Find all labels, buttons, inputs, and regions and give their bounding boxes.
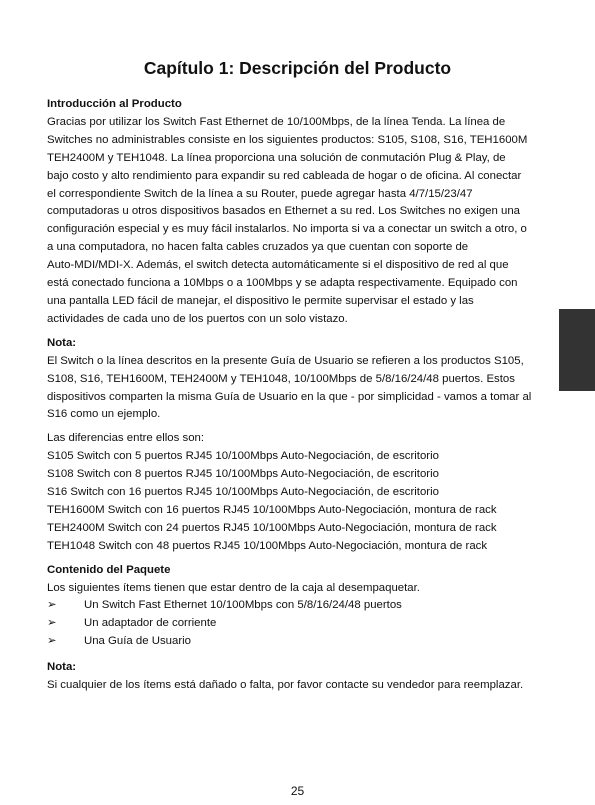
differences-intro: Las diferencias entre ellos son: [47,432,205,445]
arrow-bullet-icon: ➢ [47,635,57,648]
model-item: TEH1600M Switch con 16 puertos RJ45 10/100Mbps Auto-Negociación, montura de rack [47,503,497,516]
model-item: S105 Switch con 5 puertos RJ45 10/100Mbps Auto-Negociación, de escritorio [47,450,439,463]
intro-line: actividades de cada uno de los puertos con un solo vistazo. [47,312,348,325]
list-item [47,633,559,651]
chapter-side-tab [559,309,595,391]
package-heading: Contenido del Paquete [47,563,171,576]
intro-line: TEH2400M y TEH1048. La línea proporciona una solución de conmutación Plug & Play, de [47,151,506,164]
note-line: dispositivos comparten la misma Guía de Usuario en la que - por simplicidad - vamos a tomar al [47,390,532,403]
model-item: TEH1048 Switch con 48 puertos RJ45 10/100Mbps Auto-Negociación, montura de rack [47,539,488,552]
note2-text: Si cualquier de los ítems está dañado o falta, por favor contacte su vendedor para reemplazar. [47,679,524,692]
note-paragraph [47,353,559,425]
note-line: S16 como un ejemplo. [47,408,161,421]
arrow-bullet-icon: ➢ [47,617,57,630]
intro-line: bajo costo y alto rendimiento para expandir su red cableada de hogar o de oficina. Al conectar [47,169,522,182]
intro-paragraph [47,114,559,329]
intro-line: Auto-MDI/MDI-X. Además, el switch detecta automáticamente si el dispositivo de red al que [47,259,509,272]
arrow-bullet-icon: ➢ [47,599,57,612]
list-item-text: Un Switch Fast Ethernet 10/100Mbps con 5/8/16/24/48 puertos [84,599,402,612]
intro-line: está conectado funciona a 10Mbps o a 100Mbps y se adapta respectivamente. Equipado con [47,277,518,290]
note-line: El Switch o la línea descritos en la presente Guía de Usuario se refieren a los productos S105, [47,354,524,367]
page-number: 25 [290,784,305,798]
package-intro: Los siguientes ítems tienen que estar dentro de la caja al desempaquetar. [47,581,420,594]
page-content [47,96,559,695]
list-item-text: Una Guía de Usuario [84,635,192,648]
note-line: S108, S16, TEH1600M, TEH2400M y TEH1048, 10/100Mbps de 5/8/16/24/48 puertos. Estos [47,372,515,385]
model-item: TEH2400M Switch con 24 puertos RJ45 10/100Mbps Auto-Negociación, montura de rack [47,521,497,534]
intro-heading: Introducción al Producto [47,98,182,110]
model-list [47,448,559,555]
list-item-text: Un adaptador de corriente [84,617,217,630]
list-item [47,615,559,633]
package-list [47,597,559,651]
intro-line: computadoras u otros dispositivos basados en Ethernet a su red. Los Switches no exigen una [47,205,520,218]
intro-line: configuración especial y es muy fácil instalarlos. No importa si va a conectar un switch a otro, o [47,223,527,236]
model-item: S16 Switch con 16 puertos RJ45 10/100Mbps Auto-Negociación, de escritorio [47,486,439,499]
intro-line: una pantalla LED fácil de manejar, el dispositivo le permite supervisar el estado y las [47,294,474,307]
model-item: S108 Switch con 8 puertos RJ45 10/100Mbps Auto-Negociación, de escritorio [47,468,439,481]
list-item [47,597,559,615]
intro-line: el correspondiente Switch de la línea a su Router, puede agregar hasta 4/7/15/23/47 [47,187,473,200]
intro-line: Gracias por utilizar los Switch Fast Ethernet de 10/100Mbps, de la línea Tenda. La línea de [47,115,506,128]
chapter-title: Capítulo 1: Descripción del Producto [143,58,452,78]
intro-line: a una computadora, no hacen falta cables cruzados ya que cuentan con soporte de [47,241,469,254]
intro-line: Switches no administrables consiste en los siguientes productos: S105, S108, S16, TEH1600M [47,133,528,146]
note-heading: Nota: [47,336,77,349]
note2-heading: Nota: [47,661,77,674]
